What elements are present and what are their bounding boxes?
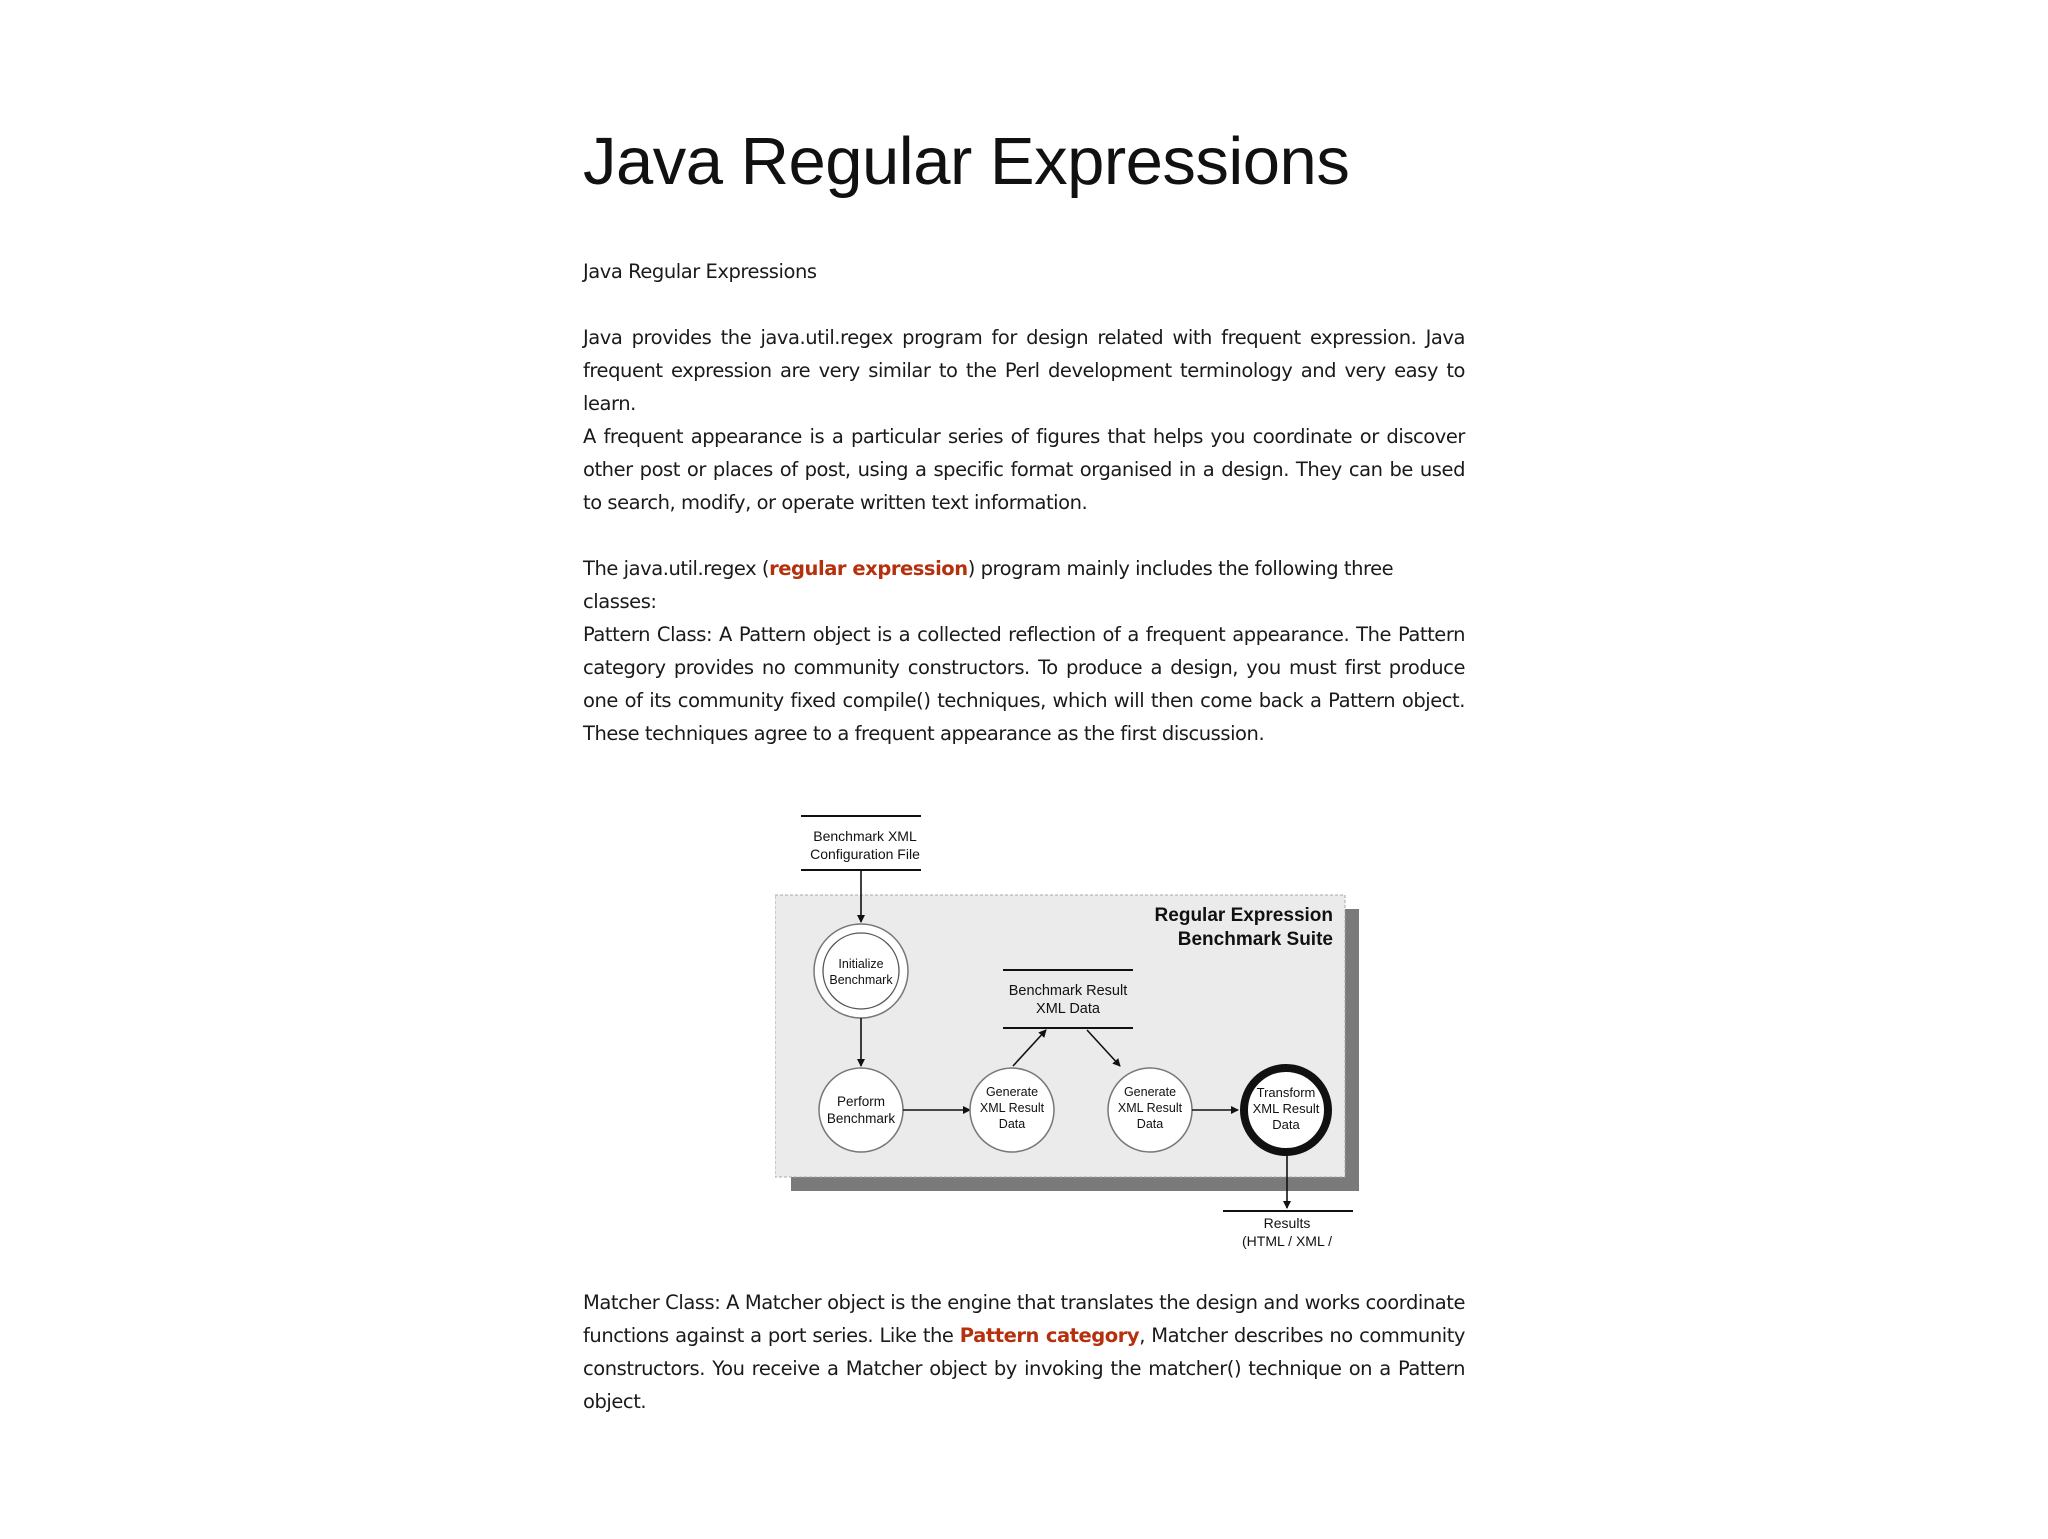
results-label-line-1: Results (1263, 1215, 1311, 1231)
paragraph-definition: A frequent appearance is a particular series of figures that helps you coordinate or discover other post or places of post, using a specific format organised in a design. They can be used to search, modify, or operate written text information. (583, 425, 1465, 514)
transform-label-line-2: XML Result (1252, 1101, 1320, 1116)
results-label-line-2: (HTML / XML / (1242, 1233, 1332, 1249)
suite-title-line-1: Regular Expression (1154, 905, 1333, 926)
paragraph-classes-text-after: ) program mainly includes the following three classes: (583, 557, 1394, 613)
generate-1-label-line-3: Data (998, 1117, 1026, 1131)
pattern-category-link[interactable]: Pattern category (959, 1324, 1140, 1347)
perform-node (819, 1068, 903, 1152)
transform-label-line-1: Transform (1256, 1085, 1316, 1100)
result-store-label-line-2: XML Data (1036, 1001, 1100, 1017)
subtitle: Java Regular Expressions (583, 260, 817, 283)
initialize-label-line-2: Benchmark (829, 973, 893, 987)
result-store-label-line-1: Benchmark Result (1008, 983, 1128, 999)
page-title: Java Regular Expressions (583, 124, 1350, 199)
paragraph-classes (583, 552, 1465, 618)
generate-2-label-line-1: Generate (1123, 1085, 1177, 1099)
config-file-label-line-2: Configuration File (810, 846, 920, 862)
paragraph-matcher-text-before: Matcher Class: A Matcher object is the engine that translates the design and works coordinate functions against a port series. Like the (583, 1291, 1465, 1347)
perform-label-line-2: Benchmark (826, 1111, 896, 1126)
paragraph-pattern-class: Pattern Class: A Pattern object is a collected reflection of a frequent appearance. The Pattern category provides no community constructors. To produce a design, you must first produce one of its community fixed compile() techniques, which will then come back a Pattern object. These techniques agree to a frequent appearance as the first discussion. (583, 623, 1465, 745)
paragraph-matcher-text-after: , Matcher describes no community constructors. You receive a Matcher object by invoking the matcher() technique on a Pattern object. (583, 1324, 1465, 1413)
config-file-label-line-1: Benchmark XML (813, 828, 917, 844)
paragraph-classes-text-before: The java.util.regex ( (583, 557, 770, 580)
suite-title-line-2: Benchmark Suite (1177, 929, 1333, 950)
generate-2-label-line-3: Data (1136, 1117, 1164, 1131)
initialize-node-inner (823, 933, 899, 1009)
paragraph-matcher-class (583, 1286, 1465, 1418)
generate-2-label-line-2: XML Result (1117, 1101, 1183, 1115)
generate-1-label-line-2: XML Result (979, 1101, 1045, 1115)
regular-expression-link[interactable]: regular expression (769, 557, 968, 580)
transform-label-line-3: Data (1272, 1117, 1300, 1132)
generate-1-label-line-1: Generate (985, 1085, 1039, 1099)
benchmark-suite-diagram (775, 808, 1359, 1254)
initialize-label-line-1: Initialize (838, 957, 884, 971)
perform-label-line-1: Perform (836, 1094, 886, 1109)
paragraph-intro: Java provides the java.util.regex program for design related with frequent expression. Java frequent expression are very similar to the Perl development terminology and very easy to learn. (583, 326, 1465, 415)
